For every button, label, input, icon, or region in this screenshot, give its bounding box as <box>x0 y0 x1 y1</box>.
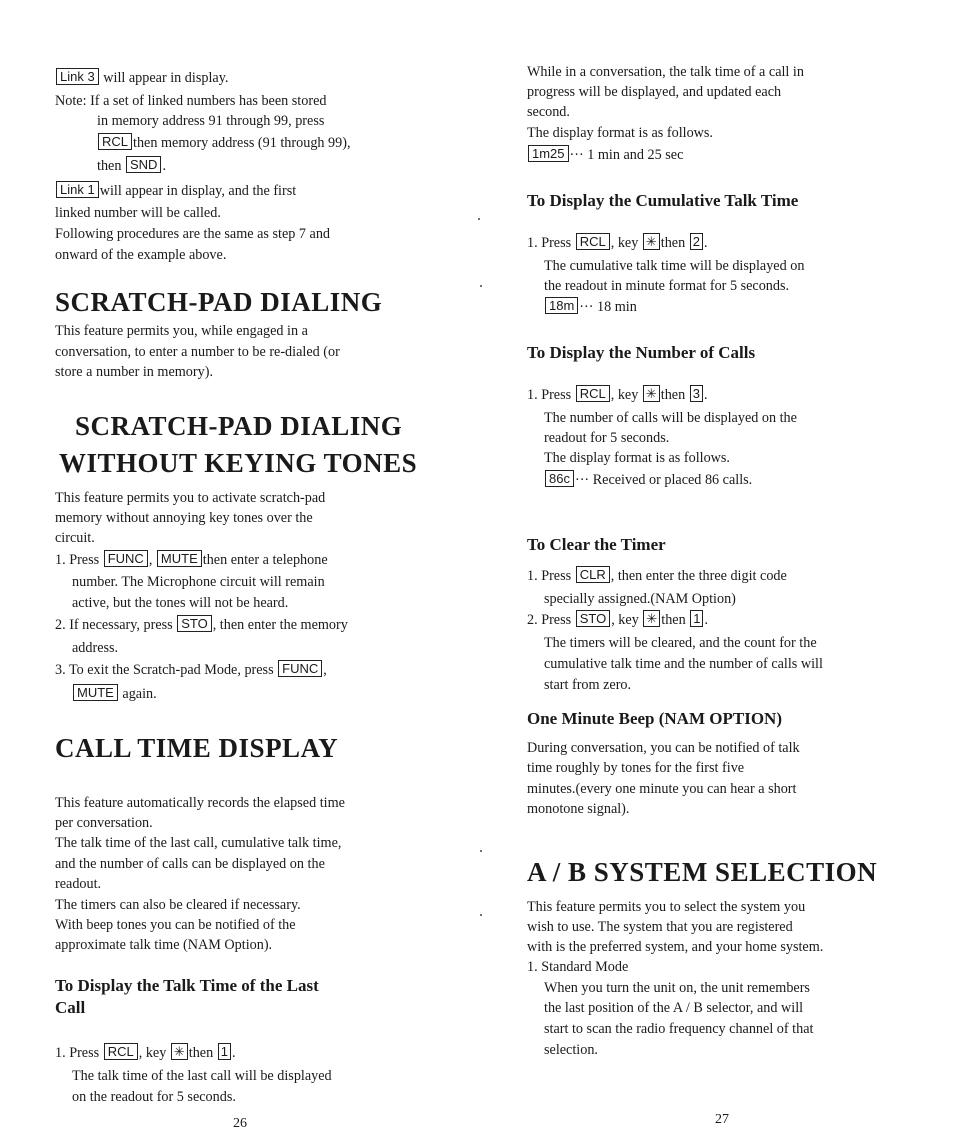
link1-display: Link 1 <box>56 181 99 198</box>
gutter-speck <box>478 218 480 220</box>
clear-step-1-line-2: specially assigned.(NAM Option) <box>544 591 736 607</box>
clear-step-2: 2. Press STO , key ✳ then 1 . <box>527 611 709 628</box>
nokey-step-1-line-3: active, but the tones will not be heard. <box>72 595 289 611</box>
gutter-speck <box>480 285 482 287</box>
mute-key: MUTE <box>157 550 202 567</box>
clear-step-2-line-4: start from zero. <box>544 677 632 693</box>
digit-3-key: 3 <box>690 385 703 402</box>
digit-2-key: 2 <box>690 233 703 250</box>
subtitle-last-call-1: To Display the Talk Time of the Last <box>55 976 319 995</box>
gutter-speck <box>480 850 482 852</box>
rcl-key: RCL <box>576 385 610 402</box>
section-title-ab-system: A / B SYSTEM SELECTION <box>527 857 878 887</box>
rcl-key: RCL <box>98 133 132 150</box>
link3-display: Link 3 <box>56 68 99 85</box>
rcl-key: RCL <box>104 1043 138 1060</box>
nokey-step-3: 3. To exit the Scratch-pad Mode, press FUNC , <box>55 661 327 678</box>
ab-step-1-line-2: When you turn the unit on, the unit remembers <box>544 980 810 996</box>
ab-line-1: This feature permits you to select the system you <box>527 899 806 915</box>
snd-key: SND <box>126 156 161 173</box>
talktime-line-3: second. <box>527 104 570 120</box>
clear-step-1: 1. Press CLR , then enter the three digit code <box>527 567 787 584</box>
intro-line-8: onward of the example above. <box>55 247 227 263</box>
note-line-4: then SND . <box>97 157 166 174</box>
talktime-format: 1m25 ··· 1 min and 25 sec <box>527 145 683 166</box>
nokey-line-3: circuit. <box>55 530 95 546</box>
display-1m25: 1m25 <box>528 145 569 162</box>
numcalls-line-4: The display format is as follows. <box>544 450 730 466</box>
clear-step-2-line-2: The timers will be cleared, and the count for the <box>544 635 817 651</box>
note-line-1: Note: If a set of linked numbers has been stored <box>55 93 327 109</box>
numcalls-line-3: readout for 5 seconds. <box>544 430 670 446</box>
func-key: FUNC <box>104 550 148 567</box>
sto-key: STO <box>177 615 212 632</box>
digit-1-key: 1 <box>218 1043 231 1060</box>
page-number-left: 26 <box>233 1116 247 1131</box>
lastcall-step-1: 1. Press RCL , key ✳ then 1 . <box>55 1044 236 1061</box>
beep-line-2: time roughly by tones for the first five <box>527 760 745 776</box>
talktime-line-1: While in a conversation, the talk time of a call in <box>527 64 804 80</box>
calltime-line-8: approximate talk time (NAM Option). <box>55 937 273 953</box>
ab-step-1-line-5: selection. <box>544 1042 598 1058</box>
gutter-speck <box>480 914 482 916</box>
intro-line-6: linked number will be called. <box>55 205 221 221</box>
link1-line: Link 1 will appear in display, and the first <box>55 181 296 202</box>
subtitle-clear-timer: To Clear the Timer <box>527 535 666 554</box>
nokey-line-2: memory without annoying key tones over the <box>55 510 313 526</box>
nokey-step-1-line-2: number. The Microphone circuit will remain <box>72 574 325 590</box>
beep-line-1: During conversation, you can be notified of talk <box>527 740 800 756</box>
calltime-line-2: per conversation. <box>55 815 153 831</box>
nokey-step-3-line-2: MUTE again. <box>55 684 157 705</box>
sto-key: STO <box>576 610 611 627</box>
subtitle-cumulative: To Display the Cumulative Talk Time <box>527 191 799 210</box>
cumulative-line-2: The cumulative talk time will be displayed on <box>544 258 805 274</box>
scratch-line-3: store a number in memory). <box>55 364 213 380</box>
asterisk-key: ✳ <box>643 610 660 627</box>
calltime-line-4: and the number of calls can be displayed on the <box>55 856 325 872</box>
clr-key: CLR <box>576 566 610 583</box>
numcalls-step-1: 1. Press RCL , key ✳ then 3 . <box>527 386 708 403</box>
nokey-step-2: 2. If necessary, press STO , then enter the memory <box>55 616 348 633</box>
calltime-line-5: readout. <box>55 876 102 892</box>
calltime-line-3: The talk time of the last call, cumulative talk time, <box>55 835 342 851</box>
beep-line-4: monotone signal). <box>527 801 630 817</box>
ab-step-1-line-3: the last position of the A / B selector, and will <box>544 1000 804 1016</box>
section-title-no-tones-2: WITHOUT KEYING TONES <box>59 448 418 478</box>
nokey-step-1: 1. Press FUNC , MUTE then enter a telephone <box>55 551 328 568</box>
subtitle-number-of-calls: To Display the Number of Calls <box>527 343 756 362</box>
section-title-no-tones-1: SCRATCH-PAD DIALING <box>75 411 403 441</box>
digit-1-key: 1 <box>690 610 703 627</box>
section-title-scratch-pad: SCRATCH-PAD DIALING <box>55 287 383 317</box>
scratch-line-1: This feature permits you, while engaged in a <box>55 323 308 339</box>
asterisk-key: ✳ <box>643 385 660 402</box>
cumulative-format: 18m ··· 18 min <box>527 297 637 318</box>
calltime-line-1: This feature automatically records the elapsed time <box>55 795 345 811</box>
nokey-step-2-line-2: address. <box>72 640 119 656</box>
ab-step-1-line-4: start to scan the radio frequency channel of that <box>544 1021 814 1037</box>
cumulative-step-1: 1. Press RCL , key ✳ then 2 . <box>527 234 708 251</box>
talktime-line-2: progress will be displayed, and updated each <box>527 84 782 100</box>
calltime-line-6: The timers can also be cleared if necessary. <box>55 897 301 913</box>
display-18m: 18m <box>545 297 578 314</box>
link3-line: Link 3 will appear in display. <box>55 68 228 89</box>
ab-step-1: 1. Standard Mode <box>527 959 629 975</box>
numcalls-line-2: The number of calls will be displayed on the <box>544 410 797 426</box>
display-86c: 86c <box>545 470 574 487</box>
section-title-call-time: CALL TIME DISPLAY <box>55 733 339 763</box>
func-key: FUNC <box>278 660 322 677</box>
calltime-line-7: With beep tones you can be notified of the <box>55 917 296 933</box>
ab-line-2: wish to use. The system that you are registered <box>527 919 793 935</box>
asterisk-key: ✳ <box>171 1043 188 1060</box>
talktime-line-4: The display format is as follows. <box>527 125 713 141</box>
lastcall-line-3: on the readout for 5 seconds. <box>72 1089 236 1105</box>
rcl-key: RCL <box>576 233 610 250</box>
cumulative-line-3: the readout in minute format for 5 seconds. <box>544 278 790 294</box>
scratch-line-2: conversation, to enter a number to be re-dialed (or <box>55 344 340 360</box>
asterisk-key: ✳ <box>643 233 660 250</box>
beep-line-3: minutes.(every one minute you can hear a short <box>527 781 797 797</box>
intro-line-7: Following procedures are the same as step 7 and <box>55 226 331 242</box>
subtitle-one-minute-beep: One Minute Beep (NAM OPTION) <box>527 709 782 728</box>
note-line-3: RCL then memory address (91 through 99), <box>55 133 351 154</box>
mute-key: MUTE <box>73 684 118 701</box>
lastcall-line-2: The talk time of the last call will be displayed <box>72 1068 332 1084</box>
subtitle-last-call-2: Call <box>55 998 86 1017</box>
clear-step-2-line-3: cumulative talk time and the number of calls will <box>544 656 823 672</box>
ab-line-3: with is the preferred system, and your home system. <box>527 939 824 955</box>
nokey-line-1: This feature permits you to activate scratch-pad <box>55 490 326 506</box>
numcalls-format: 86c ··· Received or placed 86 calls. <box>527 470 752 491</box>
page-number-right: 27 <box>715 1112 729 1127</box>
note-line-2: in memory address 91 through 99, press <box>97 113 325 129</box>
